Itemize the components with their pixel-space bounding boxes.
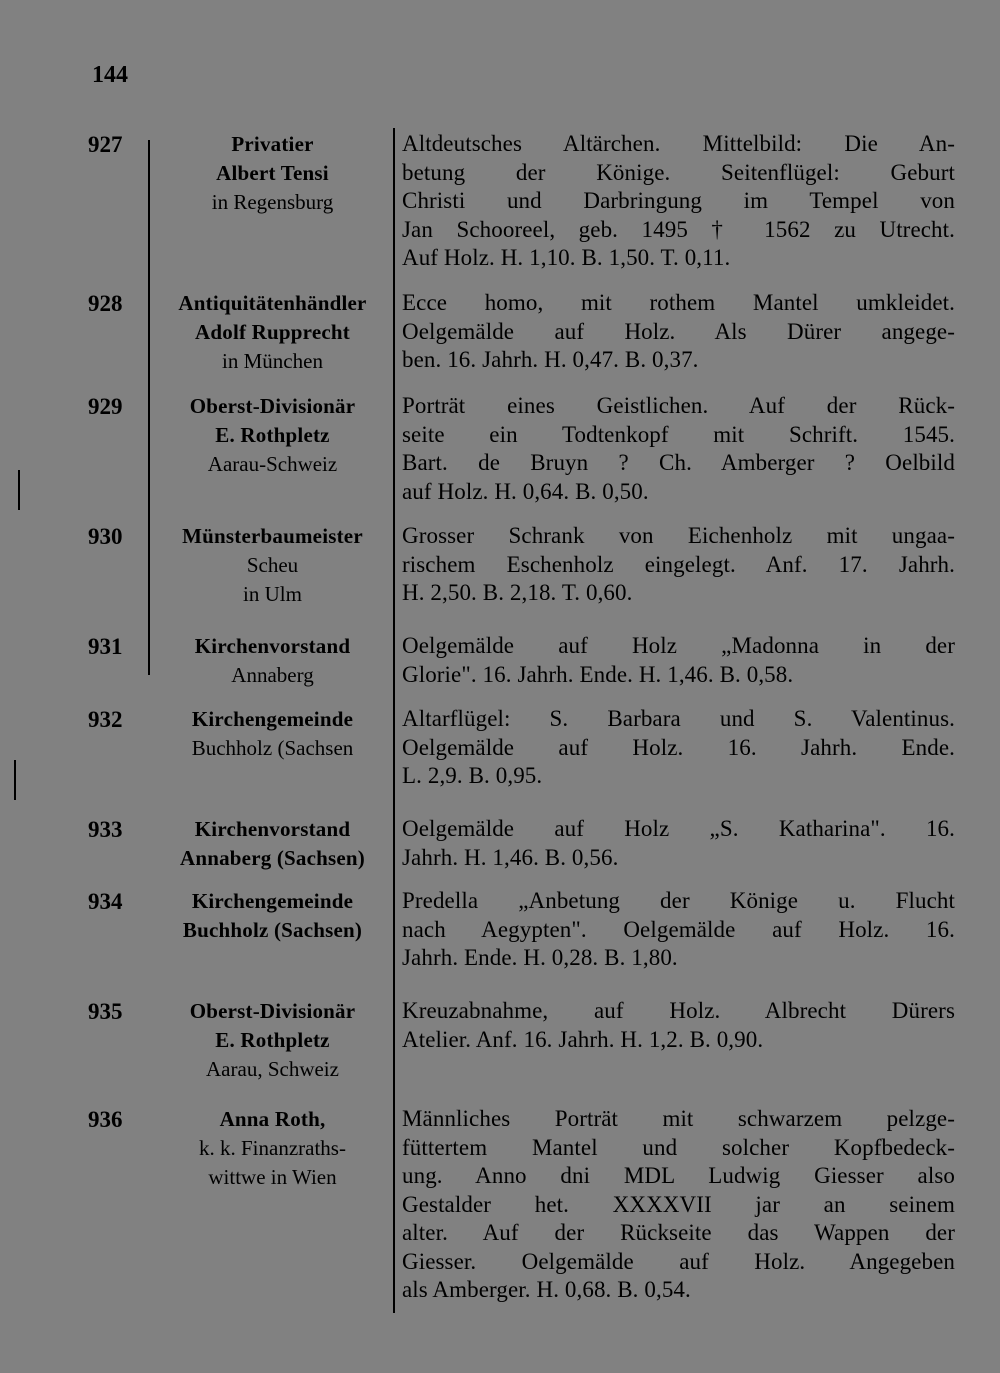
description-line: seite ein Todtenkopf mit Schrift. 1545. (402, 421, 955, 447)
page-number: 144 (92, 62, 128, 88)
description-line: Grosser Schrank von Eichenholz mit ungaa- (402, 523, 955, 548)
description-line: ben. 16. Jahrh. H. 0,47. B. 0,37. (402, 347, 699, 372)
owner-line: Annaberg (231, 663, 314, 687)
description-line: Glorie". 16. Jahrh. Ende. H. 1,46. B. 0,58. (402, 661, 794, 687)
entry-description (402, 392, 955, 506)
owner-line: Kirchenvorstand (194, 634, 351, 658)
description-line: Jahrh. Ende. H. 0,28. B. 1,80. (402, 945, 678, 970)
margin-mark (18, 470, 20, 510)
description-line: betung der Könige. Seitenflügel: Geburt (402, 159, 955, 185)
description-line: Christi und Darbringung im Tempel von (402, 188, 955, 213)
owner-line: Buchholz (Sachsen (191, 736, 354, 760)
owner-line: Aarau-Schweiz (207, 452, 338, 476)
entry-owner (150, 815, 395, 873)
description-line: Auf Holz. H. 1,10. B. 1,50. T. 0,11. (402, 245, 731, 270)
owner-line: Privatier (231, 132, 314, 156)
description-line: Männliches Porträt mit schwarzem pelzge- (402, 1106, 955, 1131)
description-line: Kreuzabnahme, auf Holz. Albrecht Dürers (402, 998, 955, 1023)
entry-description (402, 130, 955, 273)
description-line: Atelier. Anf. 16. Jahrh. H. 1,2. B. 0,90. (402, 1026, 764, 1052)
description-line: Porträt eines Geistlichen. Auf der Rück- (402, 393, 955, 418)
description-line: als Amberger. H. 0,68. B. 0,54. (402, 1277, 691, 1302)
description-line: Ecce homo, mit rothem Mantel umkleidet. (402, 290, 955, 315)
owner-line: in München (222, 349, 323, 373)
entry-number: 933 (88, 817, 123, 842)
description-line: Gestalder het. XXXXVII jar an seinem (402, 1191, 955, 1217)
description-line: auf Holz. H. 0,64. B. 0,50. (402, 478, 649, 504)
description-line: H. 2,50. B. 2,18. T. 0,60. (402, 580, 633, 605)
entry-description (402, 705, 955, 791)
owner-line: k. k. Finanzraths- (199, 1136, 346, 1160)
description-line: Oelgemälde auf Holz „S. Katharina". 16. (402, 816, 955, 841)
owner-line: Aarau, Schweiz (206, 1057, 339, 1081)
entry-number: 934 (88, 889, 123, 914)
entry-description (402, 997, 955, 1054)
description-line: Jan Schooreel, geb. 1495 † 1562 zu Utrecht. (402, 216, 955, 242)
owner-line: Buchholz (Sachsen) (182, 918, 363, 942)
description-line: Altarflügel: S. Barbara und S. Valentinus. (402, 706, 955, 731)
description-line: ung. Anno dni MDL Ludwig Giesser also (402, 1163, 955, 1188)
entry-number: 931 (88, 634, 123, 659)
entry-owner (150, 392, 395, 479)
entry-number: 927 (88, 132, 123, 157)
description-line: Oelgemälde auf Holz. Als Dürer angege- (402, 318, 955, 344)
description-line: Bart. de Bruyn ? Ch. Amberger ? Oelbild (402, 450, 955, 475)
description-line: Predella „Anbetung der Könige u. Flucht (402, 888, 955, 913)
owner-line: Annaberg (Sachsen) (179, 846, 366, 870)
entry-number: 930 (88, 524, 123, 549)
entry-description (402, 632, 955, 689)
owner-line: Kirchengemeinde (191, 889, 354, 913)
owner-line: E. Rothpletz (215, 1028, 330, 1052)
entry-owner (150, 522, 395, 609)
owner-line: Albert Tensi (216, 161, 329, 185)
entry-owner (150, 997, 395, 1084)
owner-line: Oberst-Divisionär (189, 999, 356, 1023)
owner-line: E. Rothpletz (215, 423, 330, 447)
owner-line: Kirchenvorstand (194, 817, 351, 841)
entry-description (402, 815, 955, 872)
description-line: nach Aegypten". Oelgemälde auf Holz. 16. (402, 916, 955, 942)
entry-owner (150, 130, 395, 217)
description-line: alter. Auf der Rückseite das Wappen der (402, 1220, 955, 1245)
entry-description (402, 1105, 955, 1305)
description-line: Giesser. Oelgemälde auf Holz. Angegeben (402, 1248, 955, 1274)
description-line: Jahrh. H. 1,46. B. 0,56. (402, 844, 619, 870)
entry-number: 935 (88, 999, 123, 1024)
entry-owner (150, 632, 395, 690)
entry-owner (150, 1105, 395, 1192)
entry-number: 928 (88, 291, 123, 316)
entry-description (402, 289, 955, 375)
owner-line: Münsterbaumeister (182, 524, 363, 548)
entry-number: 936 (88, 1107, 123, 1132)
description-line: L. 2,9. B. 0,95. (402, 763, 543, 788)
entry-owner (150, 887, 395, 945)
description-line: rischem Eschenholz eingelegt. Anf. 17. Jahrh. (402, 551, 955, 577)
owner-line: in Regensburg (211, 190, 334, 214)
entry-description (402, 887, 955, 973)
description-line: Oelgemälde auf Holz. 16. Jahrh. Ende. (402, 734, 955, 760)
owner-line: in Ulm (243, 582, 302, 606)
entry-number: 932 (88, 707, 123, 732)
owner-line: Kirchengemeinde (191, 707, 354, 731)
owner-line: Scheu (246, 553, 299, 577)
description-line: Oelgemälde auf Holz „Madonna in der (402, 633, 955, 658)
description-line: füttertem Mantel und solcher Kopfbedeck- (402, 1134, 955, 1160)
entry-number: 929 (88, 394, 123, 419)
entry-owner (150, 705, 395, 763)
owner-line: Adolf Rupprecht (195, 320, 350, 344)
entry-description (402, 522, 955, 608)
margin-mark (14, 760, 16, 800)
owner-line: Anna Roth, (219, 1107, 326, 1131)
entry-owner (150, 289, 395, 376)
owner-line: Oberst-Divisionär (189, 394, 356, 418)
owner-line: wittwe in Wien (208, 1165, 337, 1189)
description-line: Altdeutsches Altärchen. Mittelbild: Die An- (402, 131, 955, 156)
owner-line: Antiquitätenhändler (178, 291, 367, 315)
